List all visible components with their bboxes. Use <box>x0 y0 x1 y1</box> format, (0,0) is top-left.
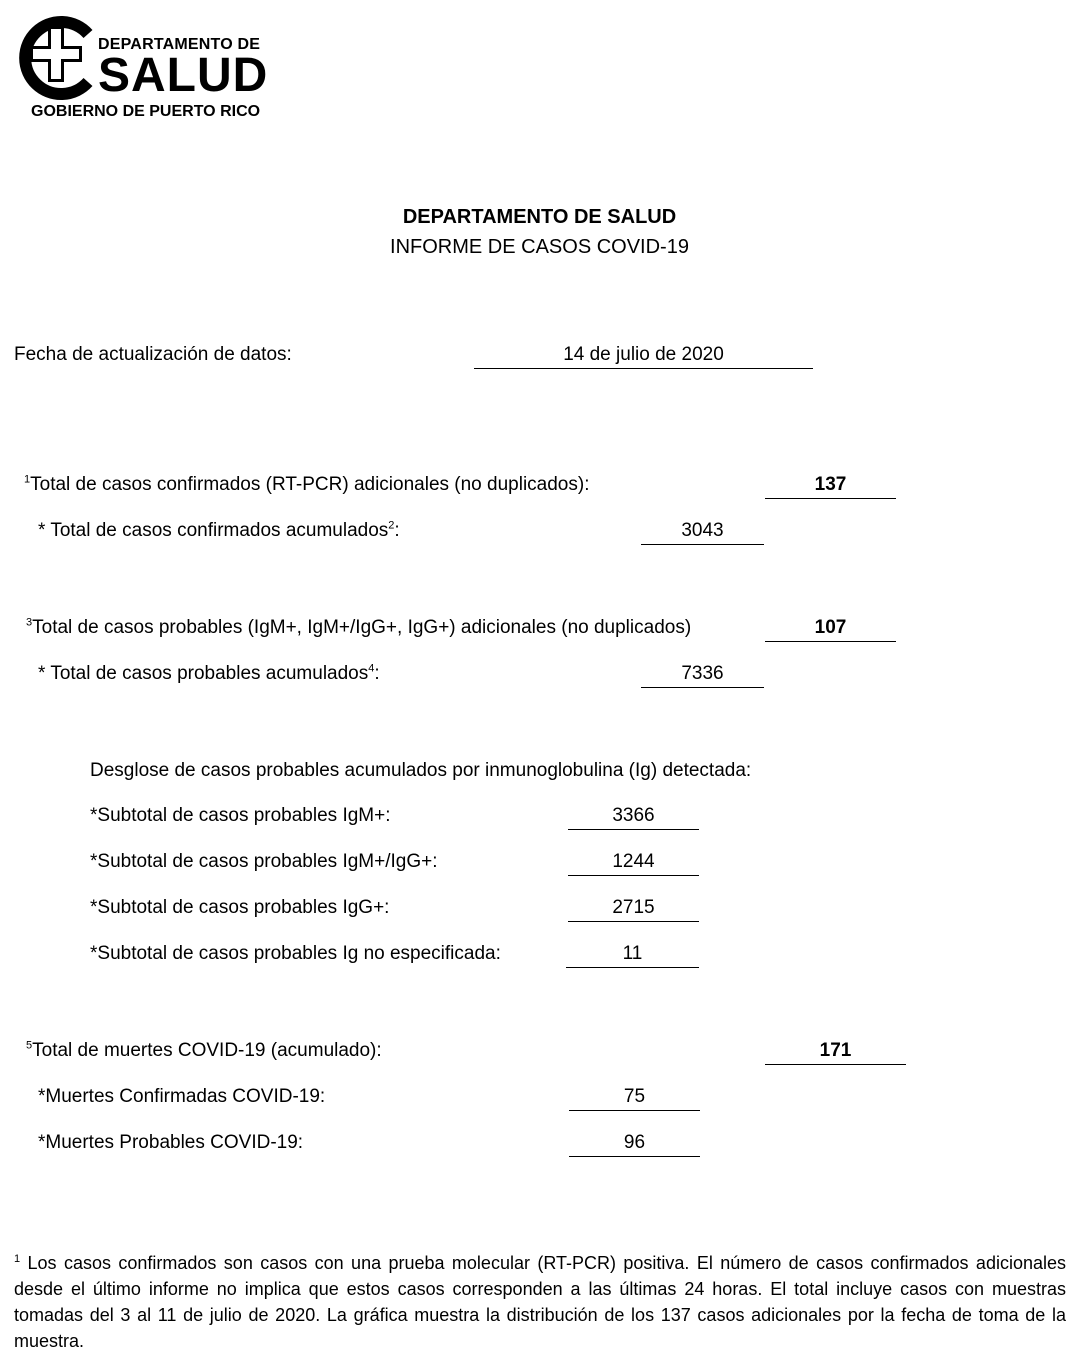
deaths-confirmed-value: 75 <box>569 1086 700 1111</box>
breakdown-unspecified-label: *Subtotal de casos probables Ig no especificada: <box>90 943 501 964</box>
footnote-marker: 5 <box>26 1039 33 1052</box>
update-date-label: Fecha de actualización de datos: <box>14 344 292 365</box>
breakdown-igg-label: *Subtotal de casos probables IgG+: <box>90 897 390 918</box>
confirmed-cumulative-value: 3043 <box>641 520 764 545</box>
footnote-marker: 4 <box>368 662 375 675</box>
report-title: DEPARTAMENTO DE SALUD <box>402 206 677 228</box>
deaths-total-label: Total de muertes COVID-19 (acumulado): <box>32 1040 382 1061</box>
footnote-marker: 1 <box>24 473 31 486</box>
logo-line-2: SALUD <box>98 49 269 102</box>
breakdown-igm-value: 3366 <box>568 805 699 830</box>
footnote-marker: 3 <box>26 616 33 629</box>
report-subtitle: INFORME DE CASOS COVID-19 <box>390 236 689 258</box>
deaths-total-value: 171 <box>765 1040 906 1065</box>
deaths-confirmed-label: *Muertes Confirmadas COVID-19: <box>38 1086 326 1107</box>
confirmed-cumulative-label: * Total de casos confirmados acumulados <box>38 520 389 541</box>
deaths-total-row <box>26 1040 382 1062</box>
logo-line-1: DEPARTAMENTO DE <box>98 36 261 53</box>
footnote-text: Los casos confirmados son casos con una prueba molecular (RT-PCR) positiva. El número de casos confirmados adicionales desde el último informe no implica que estos casos corresponden a las últimas 24 horas. El total incluye casos con muestras tomadas del 3 al 11 de julio de 2020. La gráfica muestra la distribución de los 137 casos adicionales por la fecha de toma de la muestra. <box>14 1253 1066 1351</box>
probable-additional-row <box>26 617 691 639</box>
deaths-probable-value: 96 <box>569 1132 700 1157</box>
footnote-marker: 1 <box>14 1253 21 1265</box>
probable-additional-value: 107 <box>765 617 896 642</box>
breakdown-igm-igg-value: 1244 <box>568 851 699 876</box>
probable-additional-label: Total de casos probables (IgM+, IgM+/IgG+, IgG+) adicionales (no duplicados) <box>32 617 692 638</box>
deaths-probable-label: *Muertes Probables COVID-19: <box>38 1132 304 1153</box>
medical-cross-icon <box>18 12 102 102</box>
probable-cumulative-label: * Total de casos probables acumulados <box>38 663 369 684</box>
confirmed-additional-row <box>24 474 589 496</box>
department-logo <box>18 12 278 124</box>
confirmed-cumulative-row: * Total de casos confirmados acumulados$^2$: <box>38 519 400 541</box>
probable-cumulative-value: 7336 <box>641 663 764 688</box>
confirmed-additional-label: Total de casos confirmados (RT-PCR) adicionales (no duplicados): <box>30 474 590 495</box>
probable-cumulative-row: * Total de casos probables acumulados$^4$: <box>38 662 380 684</box>
breakdown-unspecified-value: 11 <box>566 943 699 968</box>
breakdown-igg-value: 2715 <box>568 897 699 922</box>
breakdown-title: Desglose de casos probables acumulados por inmunoglobulina (Ig) detectada: <box>90 760 752 781</box>
footnote-1 <box>14 1250 1066 1354</box>
footnote-marker: 2 <box>388 519 395 532</box>
breakdown-igm-label: *Subtotal de casos probables IgM+: <box>90 805 391 826</box>
update-date-value: 14 de julio de 2020 <box>474 344 813 369</box>
logo-line-3: GOBIERNO DE PUERTO RICO <box>31 103 261 120</box>
confirmed-additional-value: 137 <box>765 474 896 499</box>
breakdown-igm-igg-label: *Subtotal de casos probables IgM+/IgG+: <box>90 851 438 872</box>
